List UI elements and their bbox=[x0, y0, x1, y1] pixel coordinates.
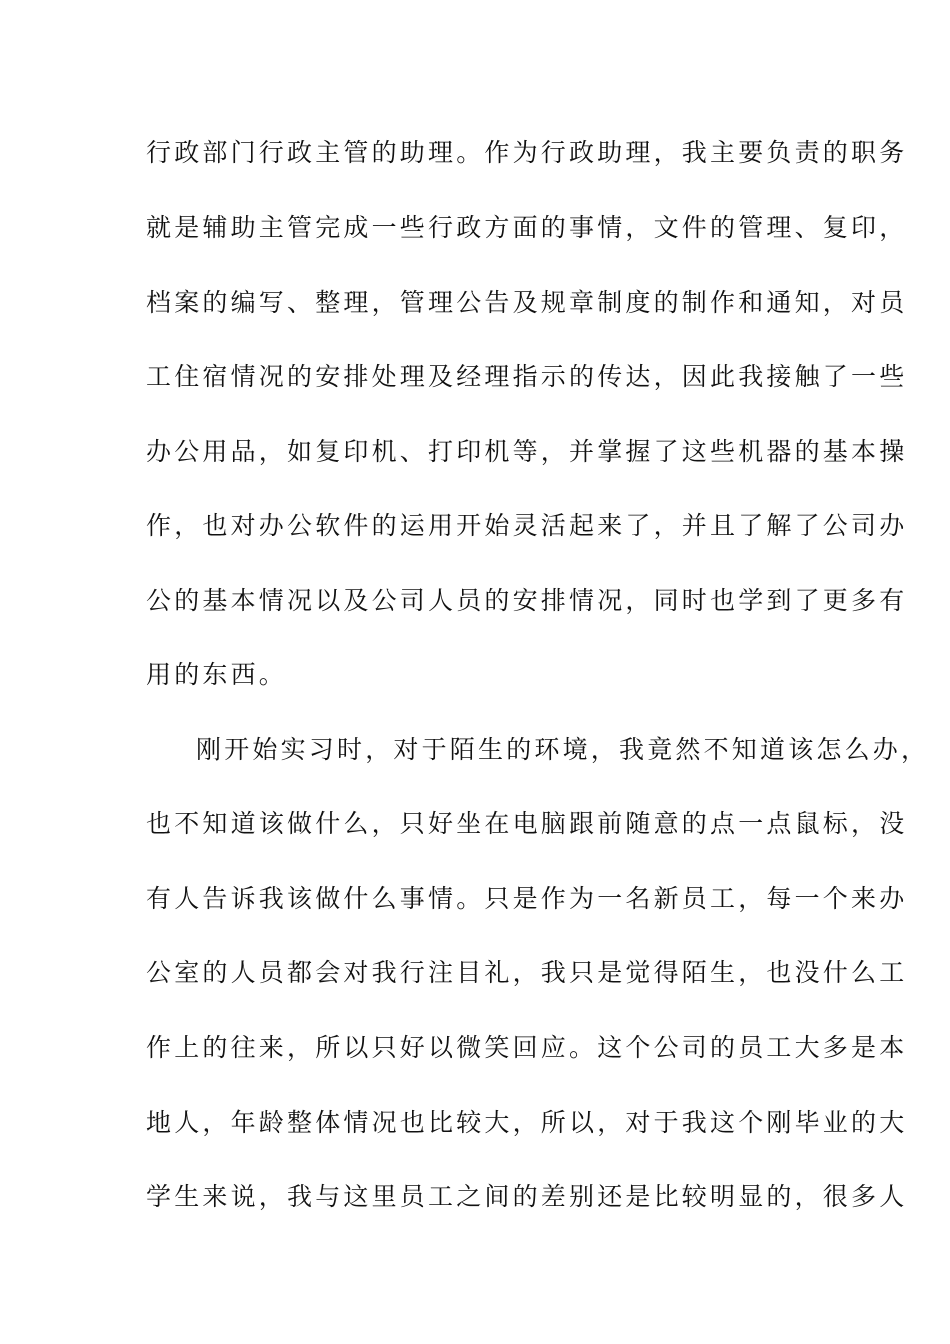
text-line: 作，也对办公软件的运用开始灵活起来了，并且了解了公司办 bbox=[146, 511, 908, 540]
text-line: 档案的编写、整理，管理公告及规章制度的制作和通知，对员 bbox=[146, 288, 908, 317]
text-line: 也不知道该做什么，只好坐在电脑跟前随意的点一点鼠标，没 bbox=[146, 809, 908, 838]
text-line: 公室的人员都会对我行注目礼，我只是觉得陌生，也没什么工 bbox=[146, 958, 908, 987]
text-line: 办公用品，如复印机、打印机等，并掌握了这些机器的基本操 bbox=[146, 437, 908, 466]
text-line: 行政部门行政主管的助理。作为行政助理，我主要负责的职务 bbox=[146, 138, 908, 167]
text-line: 地人，年龄整体情况也比较大，所以，对于我这个刚毕业的大 bbox=[146, 1108, 908, 1137]
paragraph-first-line: 刚开始实习时，对于陌生的环境，我竟然不知道该怎么办， bbox=[196, 735, 930, 764]
text-line: 学生来说，我与这里员工之间的差别还是比较明显的，很多人 bbox=[146, 1182, 908, 1211]
text-line: 有人告诉我该做什么事情。只是作为一名新员工，每一个来办 bbox=[146, 884, 908, 913]
text-line: 用的东西。 bbox=[146, 660, 288, 689]
text-line: 工住宿情况的安排处理及经理指示的传达，因此我接触了一些 bbox=[146, 362, 908, 391]
text-line: 公的基本情况以及公司人员的安排情况，同时也学到了更多有 bbox=[146, 586, 908, 615]
text-line: 作上的往来，所以只好以微笑回应。这个公司的员工大多是本 bbox=[146, 1033, 908, 1062]
text-line: 就是辅助主管完成一些行政方面的事情，文件的管理、复印， bbox=[146, 213, 908, 242]
